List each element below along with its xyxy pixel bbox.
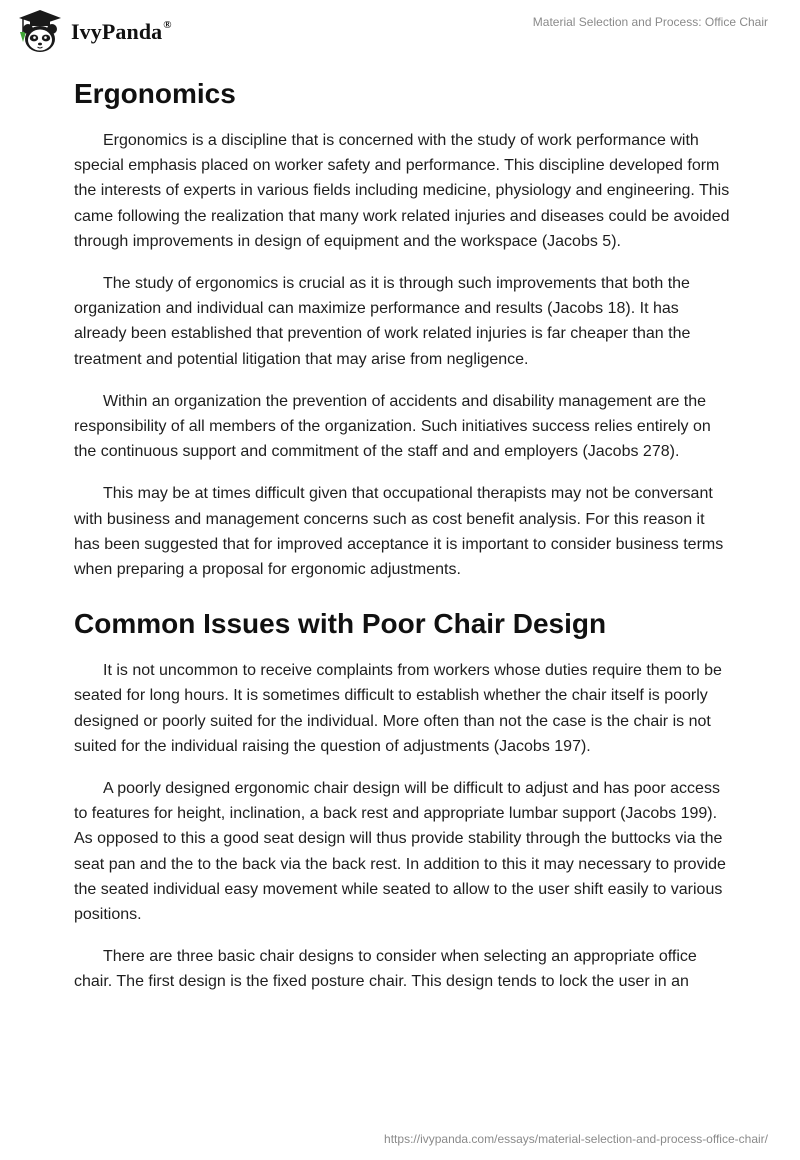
paragraph: Ergonomics is a discipline that is concerned with the study of work performance with special emphasis placed on worker safety and performance. This discipline developed form the interests of experts in various fields including medicine, physiology and engineering. This came following the realization that many work related injuries and diseases could be avoided through improvements in design of equipment and the workspace (Jacobs 5). (74, 132, 730, 250)
ivypanda-logo[interactable] (16, 9, 172, 55)
paragraph: A poorly designed ergonomic chair design will be difficult to adjust and has poor access to features for height, inclination, a back rest and appropriate lumbar support (Jacobs 199). As opposed to this a good seat design will thus provide stability through the buttocks via the seat pan and the to the back via the back rest. In addition to this it may necessary to provide the seated individual easy movement while seated to allow to the user shift easily to various positions. (74, 780, 726, 924)
panda-graduate-icon (16, 9, 64, 55)
paragraph: The study of ergonomics is crucial as it is through such improvements that both the organization and individual can maximize performance and results (Jacobs 18). It has already been established that prevention of work related injuries is far cheaper than the treatment and potential litigation that may arise from negligence. (74, 275, 691, 368)
registered-mark: ® (163, 19, 172, 31)
section-heading-chair-design: Common Issues with Poor Chair Design (74, 608, 607, 640)
paragraph: Within an organization the prevention of accidents and disability management are the responsibility of all members of the organization. Such initiatives success relies entirely on the continuous support and commitment of the staff and and employers (Jacobs 278). (74, 392, 711, 461)
section-heading-ergonomics: Ergonomics (74, 78, 236, 109)
document-title: Material Selection and Process: Office Chair (532, 15, 768, 29)
logo-wordmark (71, 19, 172, 45)
paragraph: It is not uncommon to receive complaints from workers whose duties require them to be seated for long hours. It is sometimes difficult to establish whether the chair itself is poorly designed or poorly suited for the individual. More often than not the case is the chair is not suited for the individual raising the question of adjustments (Jacobs 197). (74, 662, 722, 755)
page-header (0, 0, 800, 60)
source-url-link[interactable]: https://ivypanda.com/essays/material-selection-and-process-office-chair/ (384, 1132, 768, 1146)
essay-content (74, 70, 730, 1012)
paragraph: There are three basic chair designs to consider when selecting an appropriate office chair. The first design is the fixed posture chair. This design tends to lock the user in an (74, 948, 697, 991)
brand-name: IvyPanda (71, 19, 163, 44)
paragraph: This may be at times difficult given that occupational therapists may not be conversant with business and management concerns such as cost benefit analysis. For this reason it has been suggested that for improved acceptance it is important to consider business terms when preparing a proposal for ergonomic adjustments. (74, 485, 724, 579)
